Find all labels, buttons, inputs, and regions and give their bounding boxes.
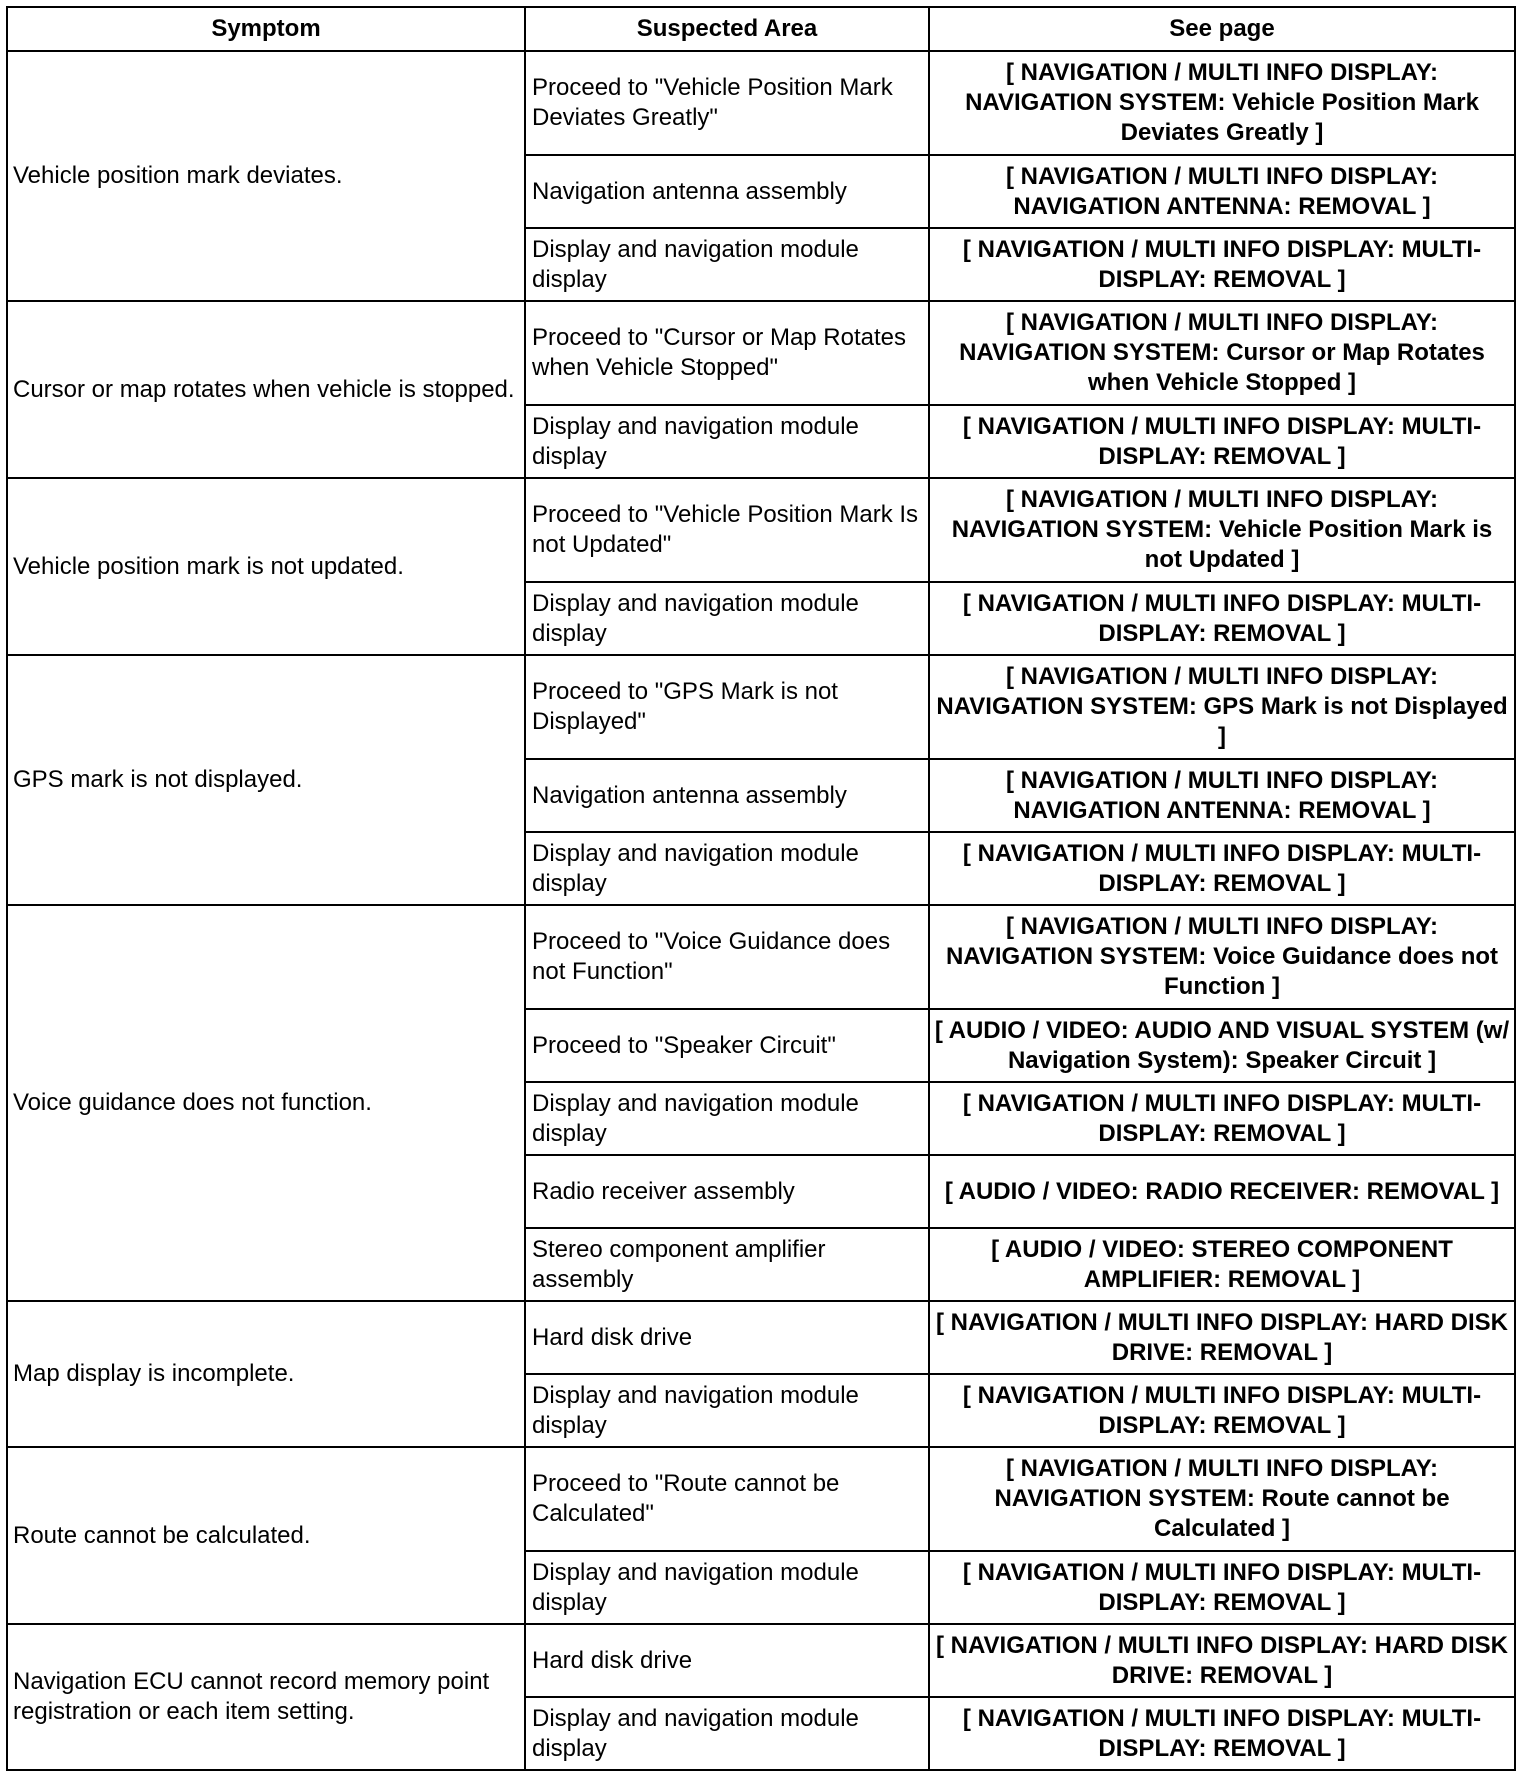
symptom-cell: Cursor or map rotates when vehicle is stopped. [7, 301, 525, 478]
symptom-cell: Navigation ECU cannot record memory point registration or each item setting. [7, 1624, 525, 1770]
see-page-link[interactable]: [ NAVIGATION / MULTI INFO DISPLAY: NAVIGATION SYSTEM: GPS Mark is not Displayed ] [929, 655, 1515, 759]
see-page-link[interactable]: [ NAVIGATION / MULTI INFO DISPLAY: MULTI-DISPLAY: REMOVAL ] [929, 228, 1515, 301]
see-page-link[interactable]: [ NAVIGATION / MULTI INFO DISPLAY: MULTI-DISPLAY: REMOVAL ] [929, 405, 1515, 478]
see-page-link[interactable]: [ NAVIGATION / MULTI INFO DISPLAY: NAVIGATION ANTENNA: REMOVAL ] [929, 759, 1515, 832]
suspected-area-cell: Proceed to "GPS Mark is not Displayed" [525, 655, 929, 759]
suspected-area-cell: Proceed to "Vehicle Position Mark Deviates Greatly" [525, 51, 929, 155]
see-page-link[interactable]: [ NAVIGATION / MULTI INFO DISPLAY: MULTI-DISPLAY: REMOVAL ] [929, 1082, 1515, 1155]
see-page-link[interactable]: [ AUDIO / VIDEO: AUDIO AND VISUAL SYSTEM (w/ Navigation System): Speaker Circuit ] [929, 1009, 1515, 1082]
see-page-link[interactable]: [ NAVIGATION / MULTI INFO DISPLAY: MULTI-DISPLAY: REMOVAL ] [929, 1374, 1515, 1447]
suspected-area-cell: Radio receiver assembly [525, 1155, 929, 1228]
symptom-cell: Vehicle position mark is not updated. [7, 478, 525, 655]
see-page-link[interactable]: [ NAVIGATION / MULTI INFO DISPLAY: HARD DISK DRIVE: REMOVAL ] [929, 1624, 1515, 1697]
problem-symptoms-table [6, 6, 1516, 1771]
see-page-link[interactable]: [ NAVIGATION / MULTI INFO DISPLAY: MULTI-DISPLAY: REMOVAL ] [929, 1697, 1515, 1770]
suspected-area-cell: Hard disk drive [525, 1624, 929, 1697]
suspected-area-cell: Display and navigation module display [525, 582, 929, 655]
suspected-area-cell: Navigation antenna assembly [525, 155, 929, 228]
see-page-link[interactable]: [ NAVIGATION / MULTI INFO DISPLAY: NAVIGATION SYSTEM: Vehicle Position Mark is not Updated ] [929, 478, 1515, 582]
see-page-link[interactable]: [ AUDIO / VIDEO: STEREO COMPONENT AMPLIFIER: REMOVAL ] [929, 1228, 1515, 1301]
suspected-area-cell: Display and navigation module display [525, 228, 929, 301]
table-row [7, 51, 1515, 155]
suspected-area-cell: Display and navigation module display [525, 1082, 929, 1155]
suspected-area-cell: Proceed to "Voice Guidance does not Function" [525, 905, 929, 1009]
suspected-area-cell: Proceed to "Route cannot be Calculated" [525, 1447, 929, 1551]
header-suspected-area: Suspected Area [525, 7, 929, 51]
suspected-area-cell: Stereo component amplifier assembly [525, 1228, 929, 1301]
troubleshooting-table-sheet [6, 6, 1514, 1771]
symptom-cell: Route cannot be calculated. [7, 1447, 525, 1624]
table-row [7, 905, 1515, 1009]
suspected-area-cell: Navigation antenna assembly [525, 759, 929, 832]
table-row [7, 655, 1515, 759]
suspected-area-cell: Hard disk drive [525, 1301, 929, 1374]
see-page-link[interactable]: [ NAVIGATION / MULTI INFO DISPLAY: NAVIGATION SYSTEM: Vehicle Position Mark Deviates Greatly ] [929, 51, 1515, 155]
see-page-link[interactable]: [ NAVIGATION / MULTI INFO DISPLAY: NAVIGATION ANTENNA: REMOVAL ] [929, 155, 1515, 228]
suspected-area-cell: Proceed to "Vehicle Position Mark Is not Updated" [525, 478, 929, 582]
table-row [7, 1447, 1515, 1551]
see-page-link[interactable]: [ NAVIGATION / MULTI INFO DISPLAY: MULTI-DISPLAY: REMOVAL ] [929, 1551, 1515, 1624]
suspected-area-cell: Display and navigation module display [525, 832, 929, 905]
symptom-cell: Map display is incomplete. [7, 1301, 525, 1447]
header-symptom: Symptom [7, 7, 525, 51]
see-page-link[interactable]: [ AUDIO / VIDEO: RADIO RECEIVER: REMOVAL ] [929, 1155, 1515, 1228]
see-page-link[interactable]: [ NAVIGATION / MULTI INFO DISPLAY: NAVIGATION SYSTEM: Voice Guidance does not Function ] [929, 905, 1515, 1009]
suspected-area-cell: Display and navigation module display [525, 1551, 929, 1624]
symptom-cell: Voice guidance does not function. [7, 905, 525, 1301]
table-row [7, 1301, 1515, 1374]
table-row [7, 301, 1515, 405]
see-page-link[interactable]: [ NAVIGATION / MULTI INFO DISPLAY: NAVIGATION SYSTEM: Cursor or Map Rotates when Vehicle Stopped ] [929, 301, 1515, 405]
suspected-area-cell: Display and navigation module display [525, 1697, 929, 1770]
see-page-link[interactable]: [ NAVIGATION / MULTI INFO DISPLAY: MULTI-DISPLAY: REMOVAL ] [929, 832, 1515, 905]
see-page-link[interactable]: [ NAVIGATION / MULTI INFO DISPLAY: HARD DISK DRIVE: REMOVAL ] [929, 1301, 1515, 1374]
suspected-area-cell: Proceed to "Speaker Circuit" [525, 1009, 929, 1082]
table-header-row [7, 7, 1515, 51]
suspected-area-cell: Proceed to "Cursor or Map Rotates when Vehicle Stopped" [525, 301, 929, 405]
header-see-page: See page [929, 7, 1515, 51]
table-row [7, 478, 1515, 582]
symptom-cell: Vehicle position mark deviates. [7, 51, 525, 301]
table-row [7, 1624, 1515, 1697]
see-page-link[interactable]: [ NAVIGATION / MULTI INFO DISPLAY: MULTI-DISPLAY: REMOVAL ] [929, 582, 1515, 655]
symptom-cell: GPS mark is not displayed. [7, 655, 525, 905]
suspected-area-cell: Display and navigation module display [525, 1374, 929, 1447]
see-page-link[interactable]: [ NAVIGATION / MULTI INFO DISPLAY: NAVIGATION SYSTEM: Route cannot be Calculated ] [929, 1447, 1515, 1551]
suspected-area-cell: Display and navigation module display [525, 405, 929, 478]
